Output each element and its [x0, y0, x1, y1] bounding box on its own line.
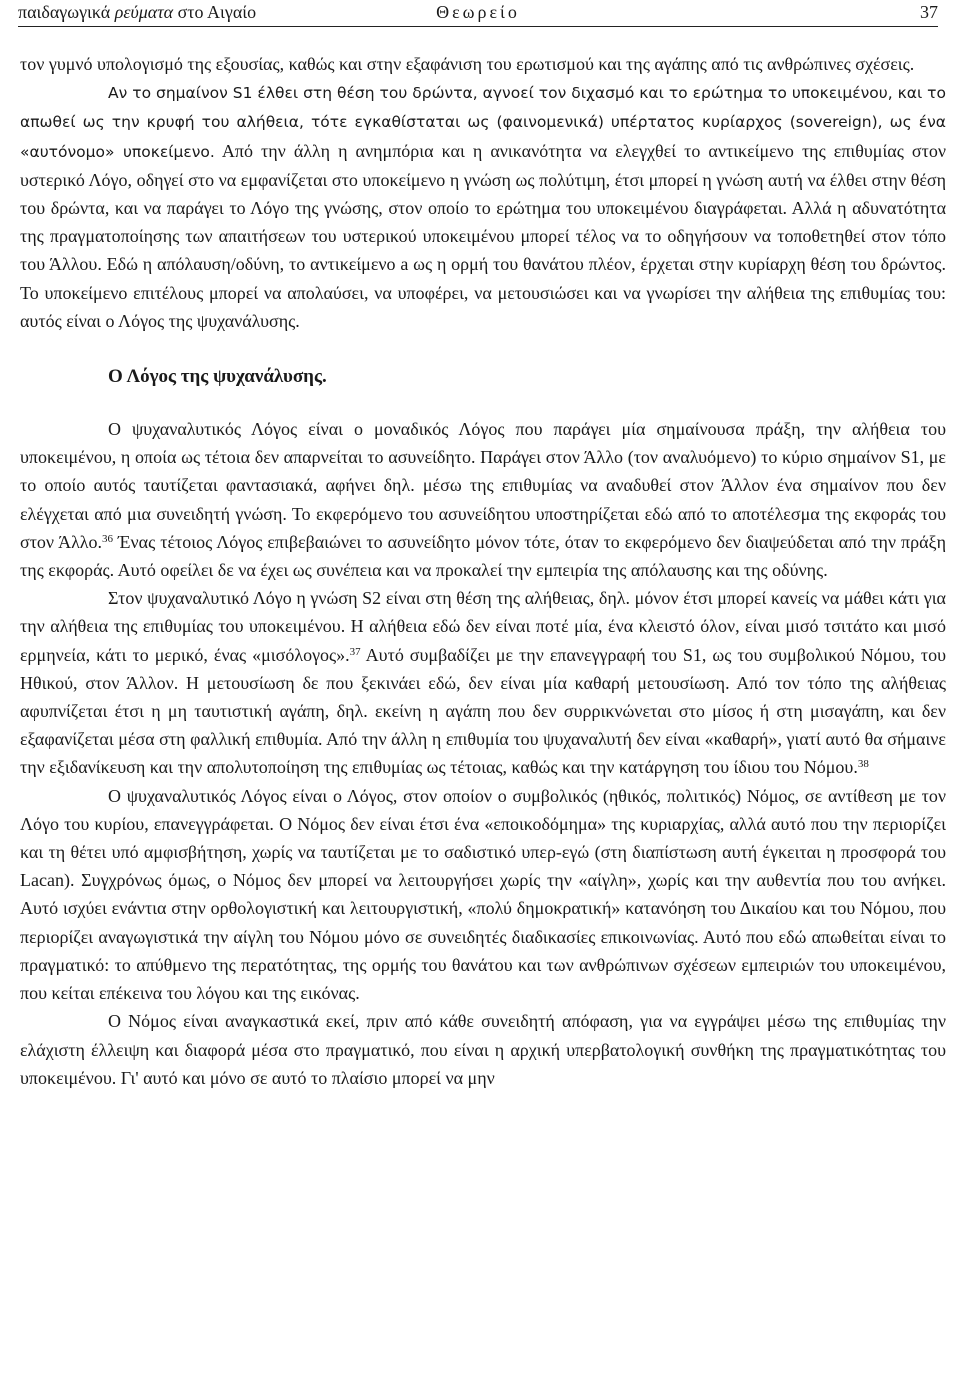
- paragraph-continued: τον γυμνό υπολογισμό της εξουσίας, καθώς και στην εξαφάνιση του ερωτισμού και της αγάπης από τις ανθρώπινες σχέσεις.: [20, 54, 915, 74]
- footnote-ref[interactable]: 37: [349, 645, 361, 658]
- footnote-ref[interactable]: 38: [857, 758, 869, 771]
- paragraph: Στον ψυχαναλυτικό Λόγο η γνώση S2 είναι στη θέση της αλήθειας, δηλ. μόνον έτσι μπορεί κανείς να μάθει κάτι για την αλήθεια της επιθυμίας του υποκειμένου. Η αλήθεια εδώ δεν είναι ποτέ μία, ένα κλειστό όλον, είναι μισό τσιτάτο και μισό ερμηνεία, κάτι το μερικό, ένας «μισόλογος».$^{37}$ Αυτό συμβαδίζει με την επανεγγραφή του S1, ως του συμβολικού Νόμου, του Ηθικού, στον Άλλον. Η μετουσίωση δε που ξεκινάει εδώ, δεν είναι μία καθαρή μετουσίωση. Από τον τόπο της αλήθειας αφυπνίζεται έτσι η μη ταυτιστική αγάπη, δηλ. εκείνη η αγάπη που δεν συρρικνώνεται στο μίσος ή στη μισαγάπη, και δεν εξαφανίζεται μέσα στη φαλλική επιθυμία. Από την άλλη η επιθυμία του ψυχαναλυτή δεν είναι «καθαρή», γιατί αυτό θα σήμαινε την εξιδανίκευση και την απολυτοποίηση της επιθυμίας ως τέτοιας, καθώς και την κατάργηση του ίδιου του Νόμου.$^{38}$: [20, 588, 947, 778]
- section-heading: Ο Λόγος της ψυχανάλυσης.: [108, 366, 327, 388]
- spacer: [20, 335, 946, 363]
- spacer: [20, 391, 946, 415]
- paragraph: [20, 78, 946, 335]
- paragraph: Ο Νόμος είναι αναγκαστικά εκεί, πριν από κάθε συνειδητή απόφαση, για να εγγράψει μέσω της επιθυμίας την ελάχιστη έλλειψη και διαφορά μέσα στο πραγματικό, που είναι η αρχική υπερβατολογική συνθήκη της πραγματικότητας του υποκειμένου. Γι' αυτό και μόνο σε αυτό το πλαίσιο μπορεί να μην: [20, 1011, 946, 1088]
- footnote-ref[interactable]: 36: [102, 532, 114, 545]
- journal-section: Θεωρείο: [436, 2, 520, 22]
- paragraph: Ο ψυχαναλυτικός Λόγος είναι ο μοναδικός Λόγος που παράγει μία σημαίνουσα πράξη, την αλήθεια του υποκειμένου, η οποία ως τέτοια δεν απαρνείται το ασυνείδητο. Παράγει στον Άλλο (τον αναλυόμενο) το κύριο σημαίνον S1, με το οποίο αυτός ταυτίζεται φαντασιακά, αφήνει δηλ. μέσω της επιθυμίας να αναδυθεί στον Άλλον ένα σημαίνον που δεν ελέγχεται από μια συνειδητή γνώση. Το εκφερόμενο του ασυνείδητου υποστηρίζεται εδώ από το αποτέλεσμα της εκφοράς του στον Άλλο.$^{36}$ Ένας τέτοιος Λόγος επιβεβαιώνει το ασυνείδητο μόνον τότε, όταν το εκφερόμενο δεν διαψεύδεται από την πράξη της εκφοράς. Αυτό οφείλει δε να έχει ως συνέπεια και να προκαλεί την εμπειρία της απόλαυσης και της οδύνης.: [20, 419, 946, 581]
- article-body: [20, 50, 946, 1092]
- journal-name: παιδαγωγικά ρεύματα στο Αιγαίο: [18, 2, 257, 22]
- paragraph: Ο ψυχαναλυτικός Λόγος είναι ο Λόγος, στον οποίον ο συμβολικός (ηθικός, πολιτικός) Νόμος, σε αντίθεση με τον Λόγο του κυρίου, επανεγγράφεται. Ο Νόμος δεν είναι έτσι ένα «εποικοδόμημα» της κυριαρχίας, αλλά αυτό που την περιορίζει και τη θέτει υπό αμφισβήτηση, χωρίς να ταυτίζεται με το σαδιστικό υπερ-εγώ (στη διαπίστωση αυτή έγκειται η προσφορά του Lacan). Συγχρόνως όμως, ο Νόμος δεν μπορεί να λειτουργήσει χωρίς την «αίγλη», χωρίς και την αυθεντία που του ανήκει. Αυτό ισχύει ενάντια στην ορθολογιστική και λειτουργιστική, «πολύ δημοκρατική» κατανόηση του Δικαίου και του Νόμου, που περιορίζει αναγωγιστικά την αίγλη του Νόμου μόνο σε συνειδητές διαδικασίες επικοινωνίας. Αυτό που εδώ απωθείται είναι το πραγματικό: το απύθμενο της περατότητας, της ορμής του θανάτου και των ανθρώπινων σχέσεων εμπειριών του υποκειμένου, που κείται επέκεινα του λόγου και της εικόνας.: [20, 785, 946, 1004]
- running-header: [18, 0, 938, 27]
- paragraph-sans-part: Αν το σημαίνον S1 έλθει στη θέση του δρώντα, αγνοεί τον διχασμό και το ερώτημα το υποκειμένου, και το απωθεί ως την κρυφή του αλήθεια, τότε εγκαθίσταται ως (φαινομενικά) υπέρτατος κυρίαρχος (sovereign), ως ένα «αυτόνομο» υποκείμενο.: [20, 84, 946, 161]
- page-number: 37: [920, 2, 938, 22]
- paragraph-serif-part: Από την άλλη η ανημπόρια και η ανικανότητα να ελεγχθεί το αντικείμενο της επιθυμίας στον υστερικό Λόγο, οδηγεί στο να εμφανίζεται στο υποκείμενο η γνώση ως πολύτιμη, έτσι μπορεί η γνώση αυτή να έλθει στην θέση του δρώντα, και να παράγει το Λόγο της γνώσης, στον οποίο το ερώτημα του υποκειμένου διαγράφεται. Αλλά η αδυνατότητα της πραγματοποίησης των απαιτήσεων του υστερικού υποκειμένου μπορεί τέλος να το οδηγήσουν να τοποθετηθεί στον τόπο του Άλλου. Εδώ η απόλαυση/οδύνη, το αντικείμενο a ως η ορμή του θανάτου πλέον, έρχεται στην κυρίαρχη θέση του δρώντος. Το υποκείμενο επιτέλους μπορεί να απολαύσει, να υποφέρει, να μετουσιώσει και να γνωρίσει την αλήθεια της επιθυμίας του: αυτός είναι ο Λόγος της ψυχανάλυσης.: [20, 140, 946, 331]
